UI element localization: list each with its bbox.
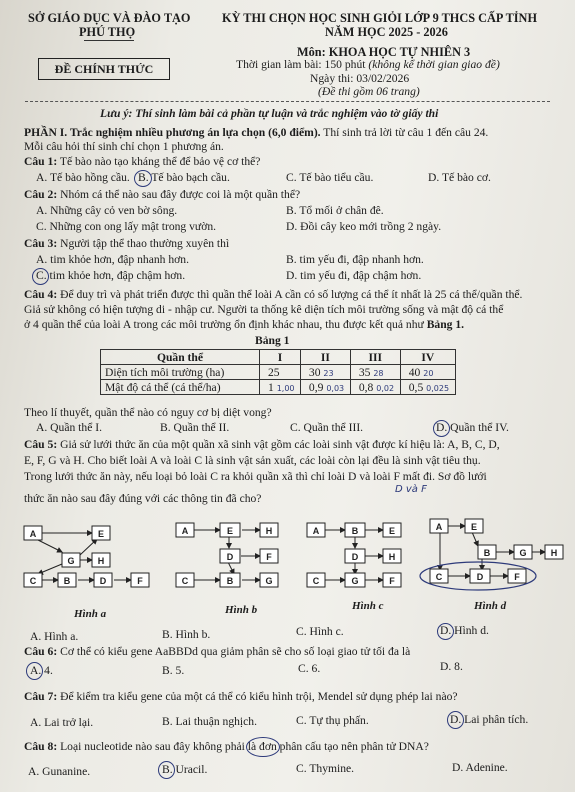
q1-option-b[interactable]: B. Tế bào bạch cầu. [138,171,230,184]
table-cell: Mật độ cá thể (cá thể/ha) [101,380,260,395]
department-province: PHÚ THỌ [79,25,136,39]
table-cell: 30 23 [300,365,350,380]
q7-option-a[interactable]: A. Lai trở lại. [30,716,94,729]
q5-option-c[interactable]: C. Hình c. [296,625,344,638]
q8-option-b[interactable]: B. Uracil. [162,763,208,776]
figure-d-caption: Hình d [474,600,507,612]
table-cell: 25 [260,365,301,380]
department-name: SỞ GIÁO DỤC VÀ ĐÀO TẠO [28,11,191,25]
node-b: B [63,576,71,586]
node-f: F [514,572,520,582]
node-d: D [351,552,359,562]
question-5: Câu 5: Giả sử lưới thức ăn của một quần xã sinh vật gồm các loài sinh vật được kí hiệu là: A, B, C, D, [24,438,500,451]
node-b: B [351,526,359,536]
q3-option-a[interactable]: A. tim khỏe hơn, đập nhanh hơn. [36,253,189,266]
node-d: D [226,552,234,562]
node-d: D [99,576,107,586]
node-f: F [389,576,395,586]
node-a: A [181,526,189,536]
node-c: C [435,572,443,582]
table-cell: 1 1,00 [260,380,301,395]
figure-b-caption: Hình b [225,604,258,616]
table-header-row [101,350,456,365]
question-6: Câu 6: Cơ thể có kiểu gene AaBBDd qua giảm phân sẽ cho số loại giao tử tối đa là [24,645,411,658]
table-row [101,365,456,380]
table-cell: 0,9 0,03 [300,380,350,395]
node-e: E [388,526,396,536]
q1-option-a[interactable]: A. Tế bào hồng cầu. [36,171,130,184]
q5-option-d[interactable]: D. Hình d. [440,624,489,637]
table-header: I [260,350,301,365]
question-1: Câu 1: Tế bào nào tạo kháng thể để bảo vệ cơ thể? [24,155,261,168]
answer-circle-q8 [158,761,175,779]
node-a: A [29,529,37,539]
table-cell: 0,5 0,025 [400,380,455,395]
node-h: H [97,556,105,566]
node-a: A [312,526,320,536]
answer-circle-q5 [437,623,454,640]
q6-option-c[interactable]: C. 6. [298,662,321,675]
q6-option-b[interactable]: B. 5. [162,664,185,677]
figure-c-caption: Hình c [352,600,384,612]
table-cell: 0,8 0,02 [350,380,400,395]
q1-option-c[interactable]: C. Tế bào tiểu cầu. [286,171,374,184]
node-c: C [312,576,320,586]
q8-option-c[interactable]: C. Thymine. [296,762,355,775]
table-header: IV [400,350,455,365]
q4-option-b[interactable]: B. Quần thể II. [160,421,230,434]
table-row [101,380,456,395]
question-3: Câu 3: Người tập thể thao thường xuyên thì [24,237,230,250]
node-h: H [265,526,273,536]
q6-option-a[interactable]: A. 4. [30,664,53,677]
question-5-line4: thức ăn nào sau đây đúng với các thông tin đã cho? [24,492,262,505]
q4-option-c[interactable]: C. Quần thể III. [290,421,364,434]
question-4-line2: Giả sử không có hiện tượng di - nhập cư. Người ta thống kê diện tích môi trường sống và mật độ cá thể [24,303,504,316]
node-e: E [97,529,105,539]
question-4-line3: ở 4 quần thể của loài A trong các môi trường ổn định khác nhau, thu được kết quả như Bảng 1. [24,318,465,331]
question-4: Câu 4: Để duy trì và phát triển được thì quần thể loài A cần có số lượng cá thể ít nhất là 25 cá thể/quần thể. [24,288,523,301]
node-h: H [550,548,558,558]
table-title: Bảng 1 [255,334,290,347]
q8-option-a[interactable]: A. Gunanine. [28,765,91,778]
exam-date: Ngày thi: 03/02/2026 [310,72,410,85]
q5-option-a[interactable]: A. Hình a. [30,630,79,643]
question-8: Câu 8: Loại nucleotide nào sau đây không phải là đơn phân cấu tạo nên phân tử DNA? [24,740,429,753]
emphasis-circle-q8 [246,737,280,757]
q3-option-b[interactable]: B. tim yếu đi, đập nhanh hơn. [286,253,424,266]
q7-option-d[interactable]: D. Lai phân tích. [450,713,529,726]
node-c: C [181,576,189,586]
question-7: Câu 7: Để kiểm tra kiểu gene của một cá thể có kiểu hình trội, Mendel sử dụng phép lai nào? [24,690,458,703]
node-f: F [266,552,272,562]
instruction-note: Lưu ý: Thí sinh làm bài cả phần tự luận và trắc nghiệm vào tờ giấy thi [100,107,439,120]
node-g: G [265,576,273,586]
part1-intro-2: Mỗi câu hỏi thí sinh chỉ chọn 1 phương án. [24,140,224,153]
node-c: C [29,576,37,586]
table-header: Quần thể [101,350,260,365]
node-b: B [226,576,234,586]
answer-circle-q6 [26,662,43,680]
table-header: III [350,350,400,365]
official-label: ĐỀ CHÍNH THỨC [38,58,170,80]
subject: Môn: KHOA HỌC TỰ NHIÊN 3 [297,45,471,59]
node-g: G [67,556,75,566]
q2-option-b[interactable]: B. Tổ mối ở chân đê. [286,204,384,217]
q2-option-c[interactable]: C. Những con ong lấy mật trong vườn. [36,220,217,233]
table-cell: 40 20 [400,365,455,380]
node-g: G [351,576,359,586]
figure-a-caption: Hình a [74,608,107,620]
question-2: Câu 2: Nhóm cá thể nào sau đây được coi là một quần thể? [24,188,301,201]
q4-option-a[interactable]: A. Quần thể I. [36,421,103,434]
node-e: E [470,522,478,532]
answer-circle-q3 [32,268,49,285]
q2-option-d[interactable]: D. Đồi cây keo mới trồng 2 ngày. [286,220,442,233]
page-count: (Đề thi gồm 06 trang) [318,85,420,98]
q3-option-c[interactable]: C. tim khỏe hơn, đập chậm hơn. [36,269,186,282]
question-4-ask: Theo lí thuyết, quần thể nào có nguy cơ bị diệt vong? [24,406,272,419]
question-5-line2: E, F, G và H. Cho biết loài A và loài C là sinh vật sản xuất, các loài còn lại đều là sinh vật tiêu thụ. [24,454,481,467]
handwritten-note: D và F [395,484,427,495]
school-year: NĂM HỌC 2025 - 2026 [325,25,448,39]
part1-intro: PHẦN I. Trắc nghiệm nhiều phương án lựa chọn (6,0 điểm). Thí sinh trả lời từ câu 1 đến câu 24. [24,126,489,139]
answer-circle-q1 [134,170,152,187]
q2-option-a[interactable]: A. Những cây cỏ ven bờ sông. [36,204,178,217]
table-cell: Diện tích môi trường (ha) [101,365,260,380]
q7-option-c[interactable]: C. Tự thụ phấn. [296,714,369,727]
node-h: H [388,552,396,562]
node-f: F [137,576,143,586]
q1-option-d[interactable]: D. Tế bào cơ. [428,171,491,184]
exam-duration: Thời gian làm bài: 150 phút (không kể thời gian giao đề) [236,58,500,71]
q4-option-d[interactable]: D. Quần thể IV. [436,421,509,434]
q5-option-b[interactable]: B. Hình b. [162,628,211,641]
q3-option-d[interactable]: D. tim yếu đi, đập chậm hơn. [286,269,422,282]
node-b: B [483,548,491,558]
question-5-line3: Trong lưới thức ăn này, nếu loại bỏ loài C ra khỏi quần xã thì chỉ loài D và loài F mất đi. Sơ đồ lưới [24,470,487,483]
node-d: D [476,572,484,582]
node-e: E [226,526,234,536]
table-header: II [300,350,350,365]
data-table [100,349,456,395]
node-g: G [519,548,527,558]
q7-option-b[interactable]: B. Lai thuận nghịch. [162,715,257,728]
exam-title: KỲ THI CHỌN HỌC SINH GIỎI LỚP 9 THCS CẤP TỈNH [222,11,538,25]
node-a: A [435,522,443,532]
q8-option-d[interactable]: D. Adenine. [452,761,508,774]
answer-circle-q7 [447,711,464,729]
q6-option-d[interactable]: D. 8. [440,660,463,673]
answer-circle-q4 [433,420,450,437]
table-cell: 35 28 [350,365,400,380]
